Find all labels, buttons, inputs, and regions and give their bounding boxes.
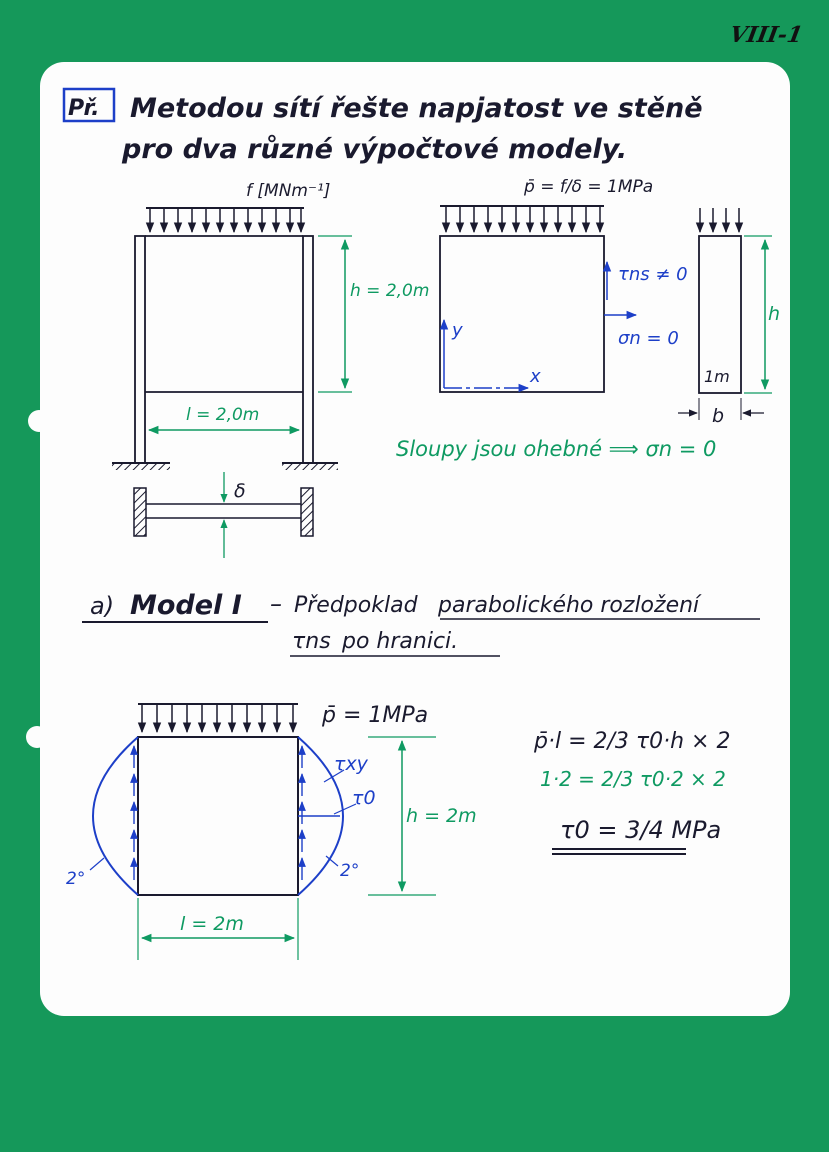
equation-2: 1·2 = 2/3 τ0·2 × 2	[540, 767, 726, 791]
model-text-3: po hranici.	[342, 629, 459, 654]
model-load-label: p̄ = 1MPa	[322, 703, 429, 728]
fig1-height-label: h = 2,0m	[350, 281, 430, 301]
fig2-sigma-label: σn = 0	[618, 328, 679, 349]
fig1-right-column	[303, 236, 313, 463]
title-line-2: pro dva různé výpočtové modely.	[122, 134, 628, 165]
model-left-degree: 2°	[66, 869, 86, 889]
fig2-tau-label: τns ≠ 0	[618, 264, 688, 285]
fig3-thickness-label: b	[712, 405, 725, 427]
fig2-load-arrows	[446, 206, 600, 232]
model-tau-xy-label: τxy	[334, 753, 368, 775]
equation-3: τ0 = 3/4 MPa	[560, 816, 722, 844]
fig1-thickness-label: δ	[234, 480, 246, 502]
fig1-load-arrows	[150, 208, 301, 232]
model-label: a)	[90, 592, 115, 620]
fig3-width-label: 1m	[704, 367, 730, 386]
model-load-arrows	[142, 704, 293, 732]
model-heading	[82, 590, 760, 656]
model-tau-0-label: τ0	[352, 787, 376, 809]
model-dash: –	[270, 590, 282, 618]
fig2-wall-rect	[440, 236, 604, 392]
fig1-length-label: l = 2,0m	[186, 405, 260, 425]
equations	[533, 729, 731, 854]
model-text-2: parabolického rozložení	[438, 593, 700, 618]
fig2-wall	[440, 177, 688, 392]
fig3-side-view	[678, 208, 780, 427]
fig1-section-right-flange	[301, 488, 313, 536]
fig1-section-left-flange	[134, 488, 146, 536]
model-name: Model I	[130, 590, 242, 621]
model-figure	[66, 703, 477, 960]
title-line-1: Metodou sítí řešte napjatost ve stěně	[130, 93, 703, 124]
fig2-x-label: x	[530, 366, 541, 387]
fig1-load-label: f [MNm⁻¹]	[246, 181, 331, 201]
note-columns-flexible: Sloupy jsou ohebné ⟹ σn = 0	[396, 437, 717, 461]
fig2-y-label: y	[452, 320, 463, 341]
model-wall-rect	[138, 737, 298, 895]
model-text-3-symbol: τns	[292, 629, 331, 654]
page-id: VIII-1	[727, 22, 805, 48]
model-right-degree: 2°	[340, 861, 360, 881]
model-length-label: l = 2m	[180, 913, 244, 935]
title-prefix: Př.	[68, 96, 100, 121]
fig2-load-label: p̄ = f/δ = 1MPa	[524, 177, 654, 197]
model-height-label: h = 2m	[406, 805, 477, 827]
model-left-parabola	[93, 737, 138, 895]
equation-1: p̄·l = 2/3 τ0·h × 2	[534, 729, 731, 754]
fig3-height-label: h	[768, 303, 781, 325]
fig1-left-column	[135, 236, 145, 463]
fig1-frame	[112, 181, 429, 558]
model-text-1: Předpoklad	[294, 593, 418, 618]
